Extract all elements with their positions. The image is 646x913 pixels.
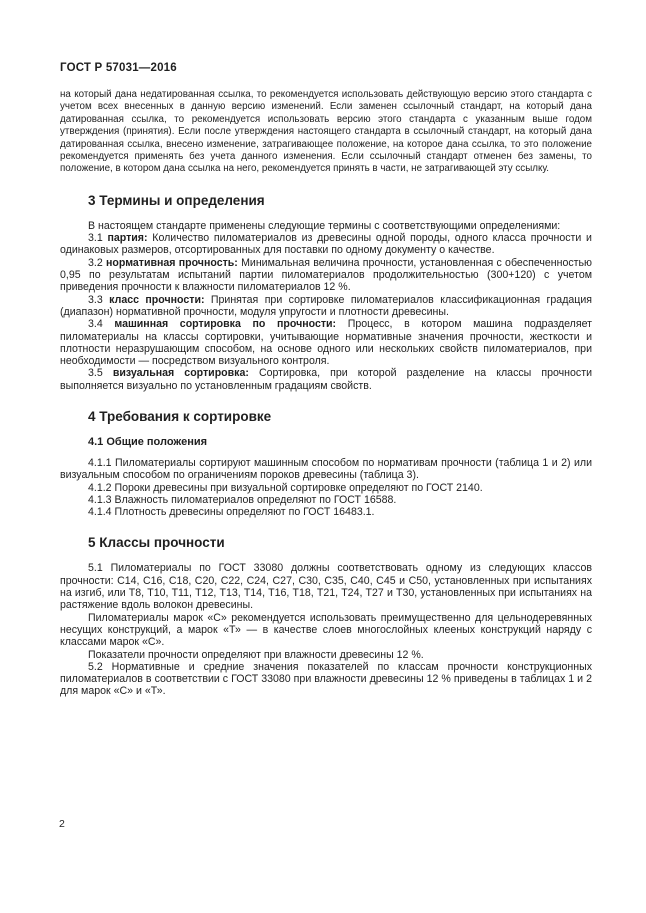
section-3-title: 3 Термины и определения [88, 192, 265, 208]
term-definition-3-5 [60, 367, 592, 392]
term-number: 3.2 [88, 256, 103, 269]
paragraph-4-1-3: 4.1.3 Влажность пиломатериалов определяют по ГОСТ 16588. [88, 493, 397, 506]
section-4-1-subtitle: 4.1 Общие положения [88, 436, 208, 448]
term-text: Принятая при сортировке пиломатериалов классификационная градация (диапазон) нормативной прочности, модуля упругости и плотности древесины. [60, 293, 592, 318]
term-name: класс прочности: [109, 293, 205, 306]
term-definition-3-3 [60, 294, 592, 319]
term-name: нормативная прочность: [106, 256, 238, 269]
term-number: 3.4 [88, 318, 103, 331]
paragraph-4-1-1: 4.1.1 Пиломатериалы сортируют машинным способом по нормативам прочности (таблица 1 и 2) или визуальным способом по ограничениям пороков древесины (таблица 3). [60, 457, 592, 482]
page-number: 2 [59, 818, 65, 830]
term-number: 3.1 [88, 232, 103, 245]
term-text: Минимальная величина прочности, установленная с обеспеченностью 0,95 по результатам испытаний партии пиломатериалов продолжительностью (300+120) с учетом приведения прочности к влажности пиломатериалов 12 %. [60, 256, 592, 294]
term-text: Количество пиломатериалов из древесины одной породы, одного класса прочности и одинаковых размеров, отсортированных для поставки по одному документу о качестве. [60, 232, 592, 257]
section-3-lead: В настоящем стандарте применены следующие термины с соответствующими определениями: [88, 219, 561, 232]
intro-paragraph: на который дана недатированная ссылка, то рекомендуется использовать действующую версию этого стандарта с учетом всех внесенных в данную версию изменений. Если заменен ссылочный стандарт, на который дана датированная ссылка, то рекомендуется использовать версию этого стандарта с указанным выше годом утверждения (принятия). Если после утверждения настоящего стандарта в ссылочный стандарт, на который дана датированная ссылка, внесено изменение, затрагивающее положение, на которое дана ссылка, то это положение рекомендуется применять без учета данного изменения. Если ссылочный стандарт отменен без замены, то положение, в котором дана ссылка на него, рекомендуется принять в части, не затрагивающей эту ссылку. [60, 89, 592, 175]
term-definition-3-1 [60, 232, 592, 257]
paragraph-5-1-note-1: Пиломатериалы марок «С» рекомендуется использовать преимущественно для цельнодеревянных несущих конструкций, а марок «Т» — в качестве слоев многослойных клееных конструкций наряду с классами марок «С». [60, 611, 592, 649]
term-definition-3-4 [60, 318, 592, 367]
paragraph-4-1-4: 4.1.4 Плотность древесины определяют по ГОСТ 16483.1. [88, 506, 375, 519]
term-name: визуальная сортировка: [112, 367, 249, 380]
document-title: ГОСТ Р 57031—2016 [60, 62, 177, 74]
term-number: 3.3 [88, 293, 103, 306]
term-text: Сортировка, при которой разделение на классы прочности выполняется визуально по установленным градациям свойств. [60, 367, 592, 392]
section-5-title: 5 Классы прочности [88, 535, 225, 551]
paragraph-5-2: 5.2 Нормативные и средние значения показателей по классам прочности конструкционных пиломатериалов в соответствии с ГОСТ 33080 при влажности древесины 12 % приведены в таблицах 1 и 2 для марок «С» и «Т». [60, 660, 592, 698]
term-definition-3-2 [60, 257, 592, 294]
term-text: Процесс, в котором машина подразделяет пиломатериалы на классы сортировки, учитывающие нормативные значения прочности, жесткости и плотности неразрушающим способом, на основе одного или нескольких свойств пиломатериалов, при необходимости — посредством визуального контроля. [60, 318, 592, 368]
section-4-title: 4 Требования к сортировке [88, 409, 272, 424]
term-number: 3.5 [88, 367, 103, 380]
paragraph-5-1: 5.1 Пиломатериалы по ГОСТ 33080 должны соответствовать одному из следующих классов прочности: С14, С16, С18, С20, С22, С24, С27, С30, С35, С40, С45 и С50, установленных при испытаниях на изгиб, или Т8, Т10, Т11, Т12, Т13, Т14, Т16, Т18, Т21, Т24, Т27 и Т30, установленных при испытаниях на растяжение вдоль волокон древесины. [60, 562, 592, 612]
term-name: машинная сортировка по прочности: [114, 318, 337, 331]
paragraph-4-1-2: 4.1.2 Пороки древесины при визуальной сортировке определяют по ГОСТ 2140. [88, 481, 483, 494]
paragraph-5-1-note-2: Показатели прочности определяют при влажности древесины 12 %. [88, 648, 424, 661]
term-name: партия: [107, 232, 148, 245]
